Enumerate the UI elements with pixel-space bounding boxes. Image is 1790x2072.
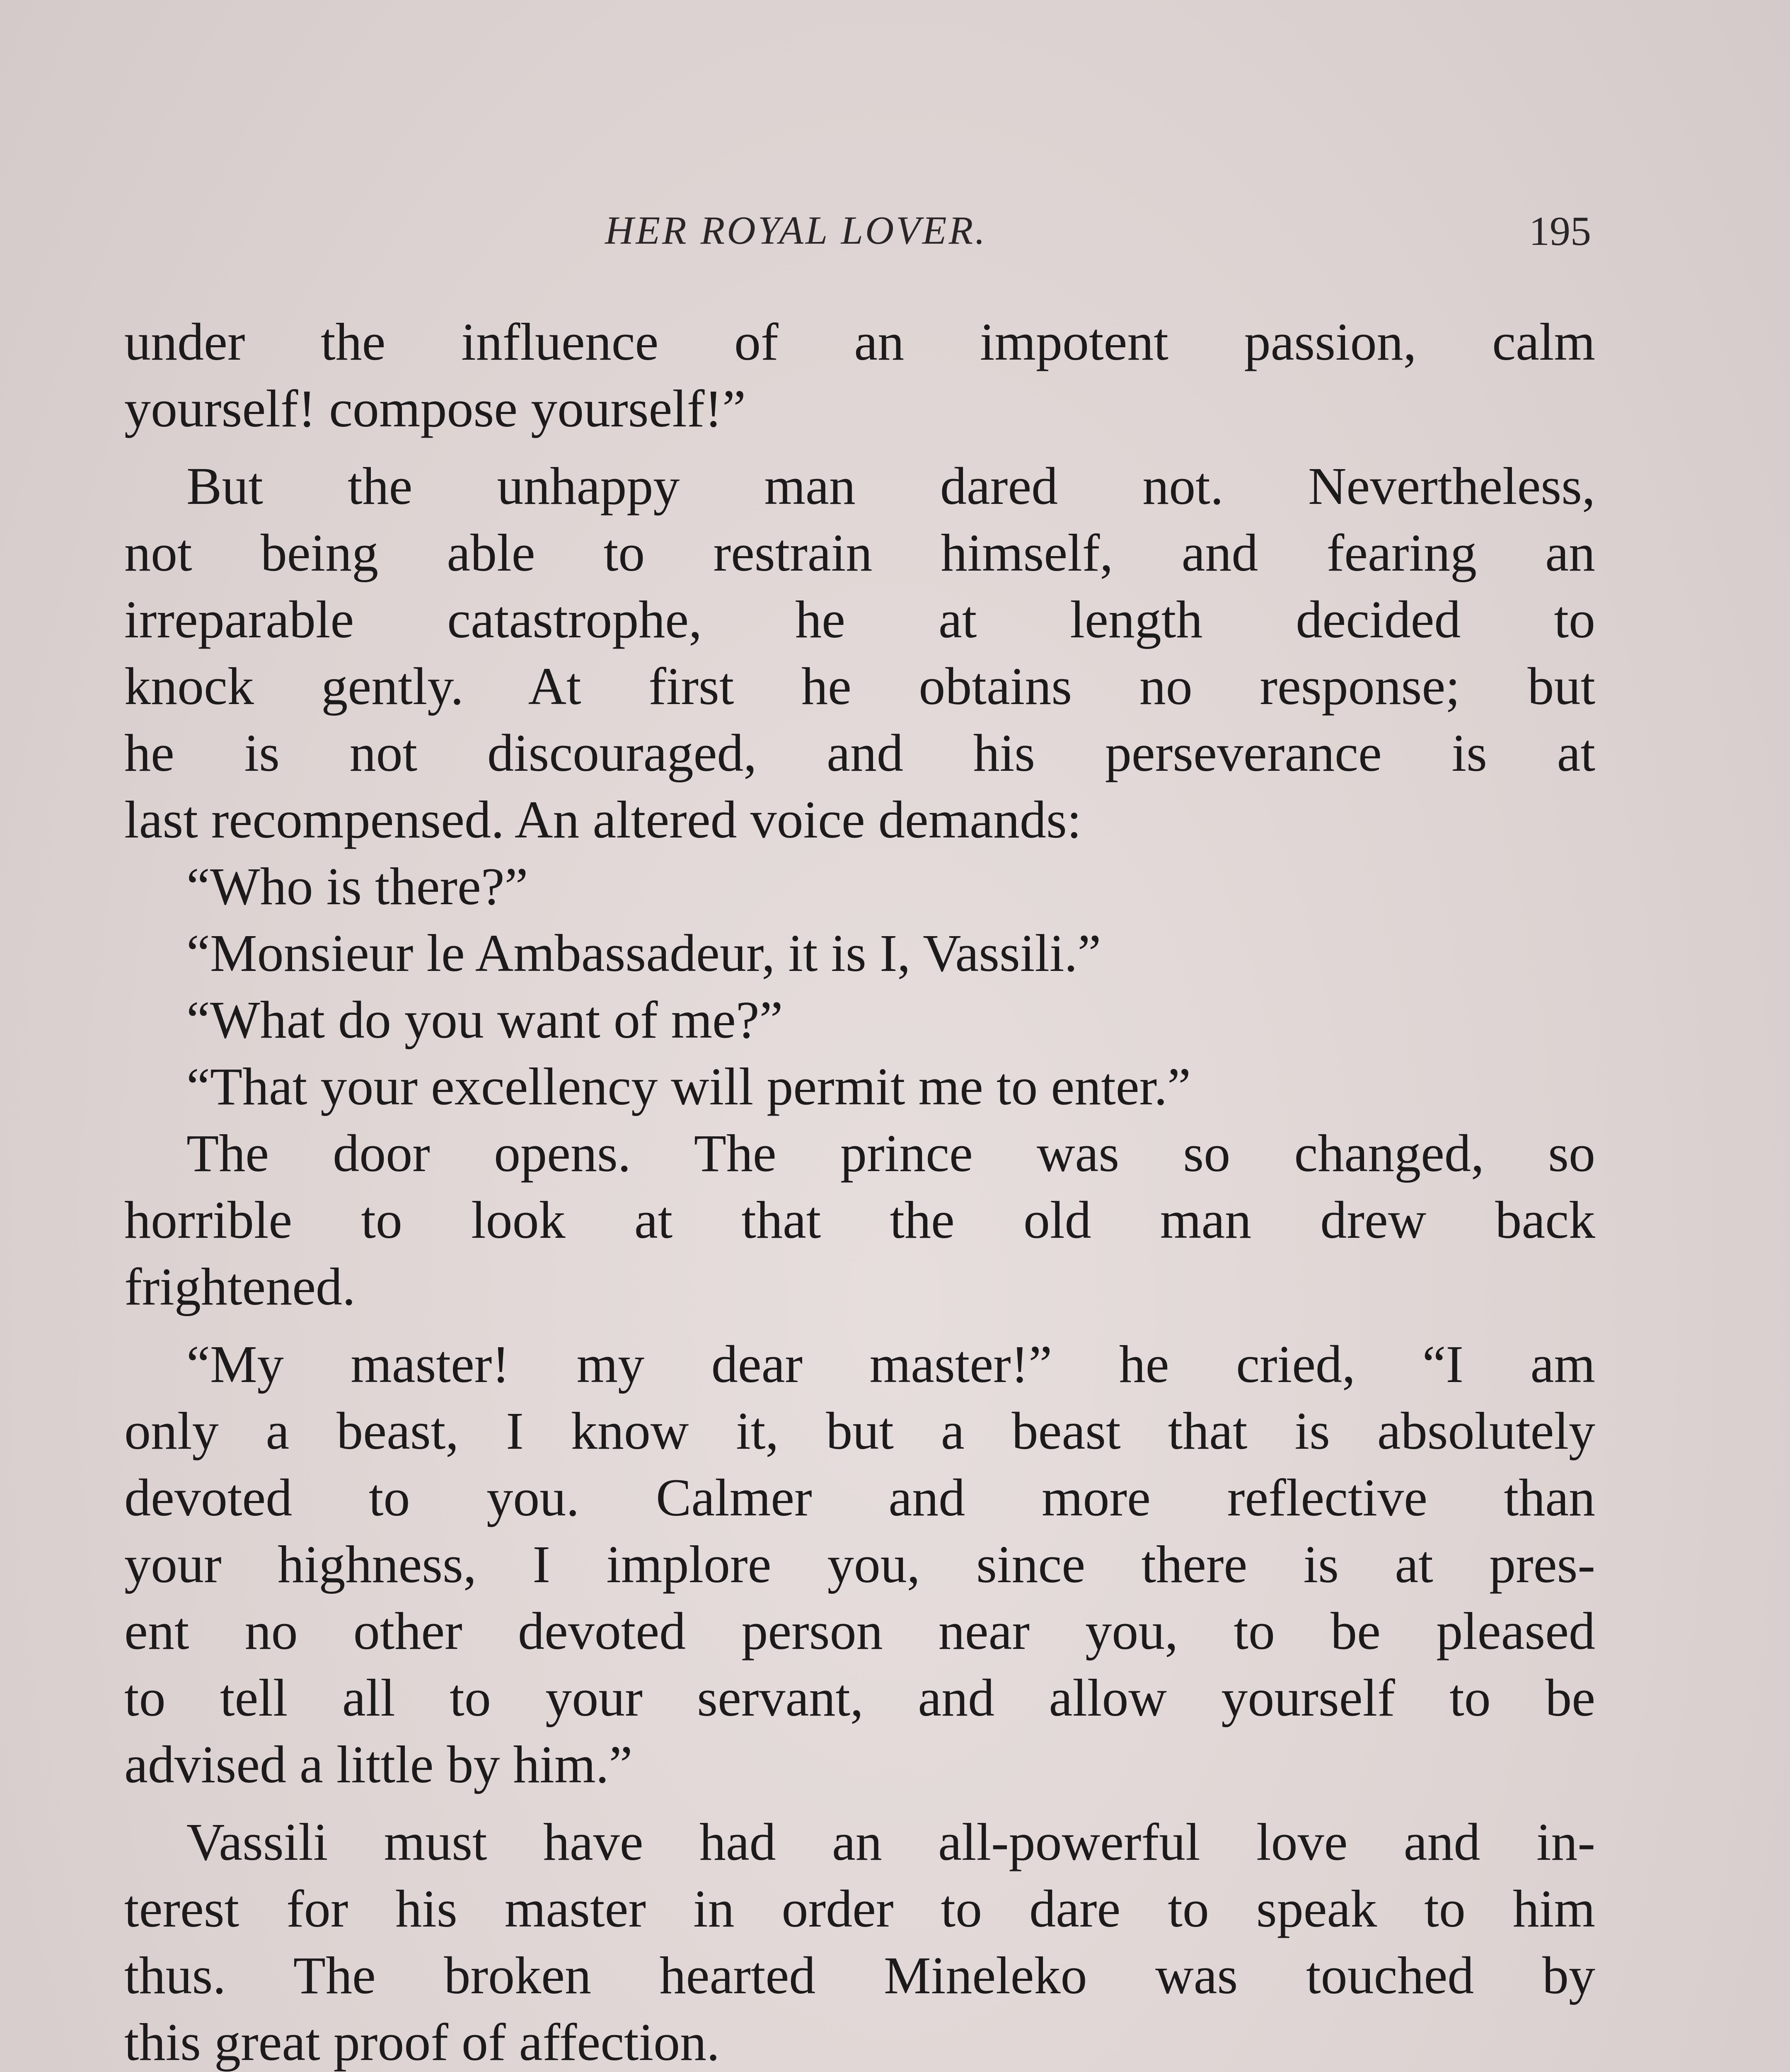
- text-line: knock gently. At first he obtains no response; but: [124, 657, 1595, 716]
- text-line: to tell all to your servant, and allow yourself to be: [124, 1668, 1595, 1727]
- text-line: only a beast, I know it, but a beast that is absolutely: [124, 1402, 1595, 1460]
- text-line: last recompensed. An altered voice demands:: [124, 790, 1082, 849]
- running-title: HER ROYAL LOVER.: [605, 208, 987, 252]
- text-line: terest for his master in order to dare to speak to him: [124, 1879, 1595, 1938]
- text-line: frightened.: [124, 1257, 356, 1316]
- text-line: The door opens. The prince was so changed, so: [186, 1124, 1595, 1183]
- text-line: under the influence of an impotent passion, calm: [124, 312, 1595, 371]
- text-line: thus. The broken hearted Mineleko was touched by: [124, 1946, 1595, 2005]
- text-line: this great proof of affection.: [124, 2013, 720, 2072]
- text-line: “Who is there?”: [186, 857, 528, 916]
- text-line: he is not discouraged, and his perseverance is at: [124, 724, 1595, 782]
- text-line: “That your excellency will permit me to enter.”: [186, 1057, 1191, 1116]
- text-line: “What do you want of me?”: [186, 990, 783, 1049]
- text-line: irreparable catastrophe, he at length decided to: [124, 590, 1595, 649]
- text-line: yourself! compose yourself!”: [124, 379, 746, 438]
- text-line: “Monsieur le Ambassadeur, it is I, Vassili.”: [186, 924, 1101, 983]
- text-line: But the unhappy man dared not. Nevertheless,: [186, 457, 1595, 516]
- text-line: Vassili must have had an all-powerful love and in-: [186, 1813, 1595, 1871]
- text-line: “My master! my dear master!” he cried, “I am: [186, 1335, 1595, 1394]
- text-line: horrible to look at that the old man drew back: [124, 1191, 1595, 1249]
- text-line: your highness, I implore you, since there is at pres-: [124, 1535, 1595, 1594]
- body-text: [124, 309, 1595, 2072]
- text-line: advised a little by him.”: [124, 1735, 633, 1794]
- text-line: ent no other devoted person near you, to be pleased: [124, 1602, 1595, 1661]
- text-line: devoted to you. Calmer and more reflective than: [124, 1468, 1595, 1527]
- page-number: 195: [1529, 208, 1591, 254]
- text-line: not being able to restrain himself, and fearing an: [124, 523, 1595, 582]
